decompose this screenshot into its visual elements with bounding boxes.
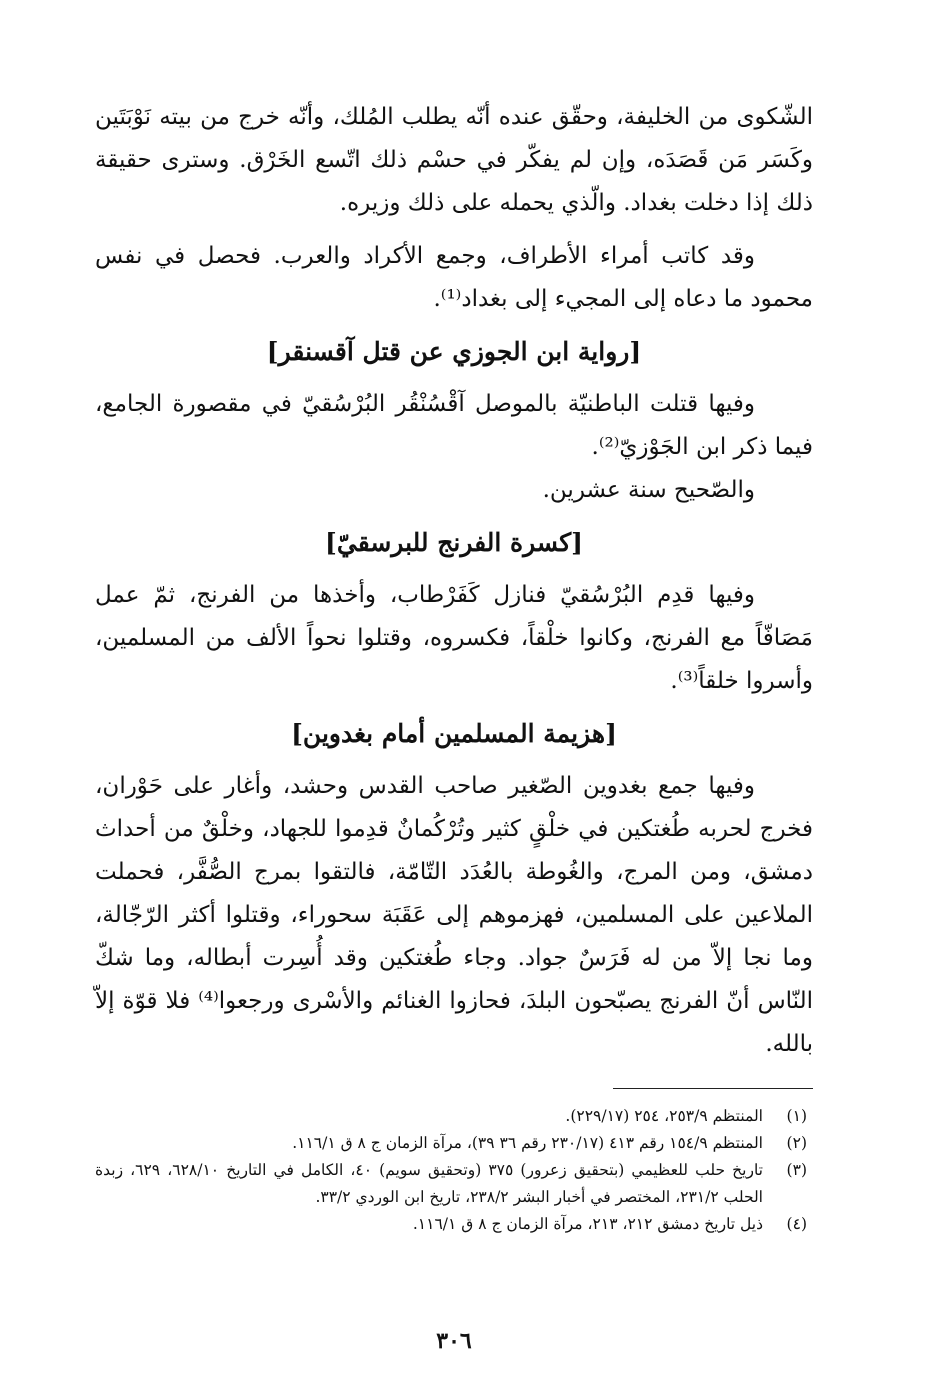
section-1-paragraph-2: والصّحيح سنة عشرين. bbox=[542, 477, 755, 503]
second-paragraph: وقد كاتب أمراء الأطراف، وجمع الأكراد والعرب. فحصل في نفس محمود ما دعاه إلى المجيء إلى بغداد⁽¹⁾. bbox=[95, 243, 813, 312]
footnote-number: (٣) bbox=[786, 1161, 807, 1179]
section-3-paragraph-1: وفيها جمع بغدوين الصّغير صاحب القدس وحشد، وأغار على حَوْران، فخرج لحربه طُغتكين في خلْقٍ كثير وتُرْكُمانٌ قدِموا للجهاد، وخلْقٌ من أحداث دمشق، ومن المرج، والغُوطة بالعُدَد التّامّة، فالتقوا بمرج الصُّفَّر، فحملت الملاعين على المسلمين، فهزموهم إلى عَقَبَة سحوراء، وقتلوا أكثر الرّجّالة، وما نجا إلاّ من له فَرَسٌ جواد. وجاء طُغتكين وقد أُسِرت أبطاله، وما شكّ النّاس أنّ الفرنج يصبّحون البلدَ، فحازوا الغنائم والأسْرى ورجعوا⁽⁴⁾ فلا قوّة إلاّ بالله. bbox=[95, 773, 814, 1057]
section-heading-ibn-jawzi: [رواية ابن الجوزي عن قتل آقسنقر] bbox=[266, 337, 642, 366]
footnote-divider bbox=[613, 1088, 813, 1089]
footnote-item bbox=[95, 1211, 813, 1238]
footnote-text: تاريخ حلب للعظيمي (بتحقيق زعرور) ٣٧٥ (وتحقيق سويم) ٤٠، الكامل في التاريخ ٦٢٨/١٠، ٦٢٩، زبدة الحلب ٢٣١/٢، المختصر في أخبار البشر ٢٣٨/٢، تاريخ ابن الوردي ٣٣/٢. bbox=[95, 1161, 763, 1206]
footnote-text: المنتظم ٢٥٣/٩، ٢٥٤ (٢٢٩/١٧). bbox=[565, 1107, 763, 1125]
footnote-item bbox=[95, 1103, 813, 1130]
section-2-paragraph-1: وفيها قدِم البُرْسُقيّ فنازل كَفَرْطاب، وأخذها من الفرنج، ثمّ عمل مَصَافّاً مع الفرنج، وكانوا خلْقاً، فكسروه، وقتلوا نحواً الألف من المسلمين، وأسروا خلقاً⁽³⁾. bbox=[95, 582, 813, 694]
intro-paragraph: الشّكوى من الخليفة، وحقّق عنده أنّه يطلب المُلك، وأنّه خرج من بيته نَوْبَتَين وكَسَر مَن قَصَدَه، وإن لم يفكّر في حسْم ذلك اتّسع الخَرْق. وسترى حقيقة ذلك إذا دخلت بغداد. والّذي يحمله على ذلك وزيره. bbox=[95, 104, 813, 216]
footnote-number: (٤) bbox=[786, 1215, 807, 1233]
footnote-number: (٢) bbox=[786, 1134, 807, 1152]
footnote-text: المنتظم ١٥٤/٩ رقم ٤١٣ (٢٣٠/١٧ رقم ٣٦ ٣٩)، مرآة الزمان ج ٨ ق ١١٦/١. bbox=[292, 1134, 763, 1152]
section-heading-franks-defeat: [كسرة الفرنج للبرسقيّ] bbox=[325, 528, 583, 557]
footnotes bbox=[95, 1103, 813, 1238]
footnote-item bbox=[95, 1157, 813, 1211]
book-page bbox=[95, 96, 814, 1354]
footnote-number: (١) bbox=[786, 1107, 807, 1125]
page-number: ٣٠٦ bbox=[436, 1328, 472, 1354]
footnote-text: ذيل تاريخ دمشق ٢١٢، ٢١٣، مرآة الزمان ج ٨ ق ١١٦/١. bbox=[412, 1215, 763, 1233]
section-heading-muslims-defeat: [هزيمة المسلمين أمام بغدوين] bbox=[291, 719, 617, 748]
footnote-item bbox=[95, 1130, 813, 1157]
section-1-paragraph-1: وفيها قتلت الباطنيّة بالموصل آقْسُنْقُر البُرْسُقيّ في مقصورة الجامع، فيما ذكر ابن الجَوْزيّ⁽²⁾. bbox=[95, 391, 813, 460]
